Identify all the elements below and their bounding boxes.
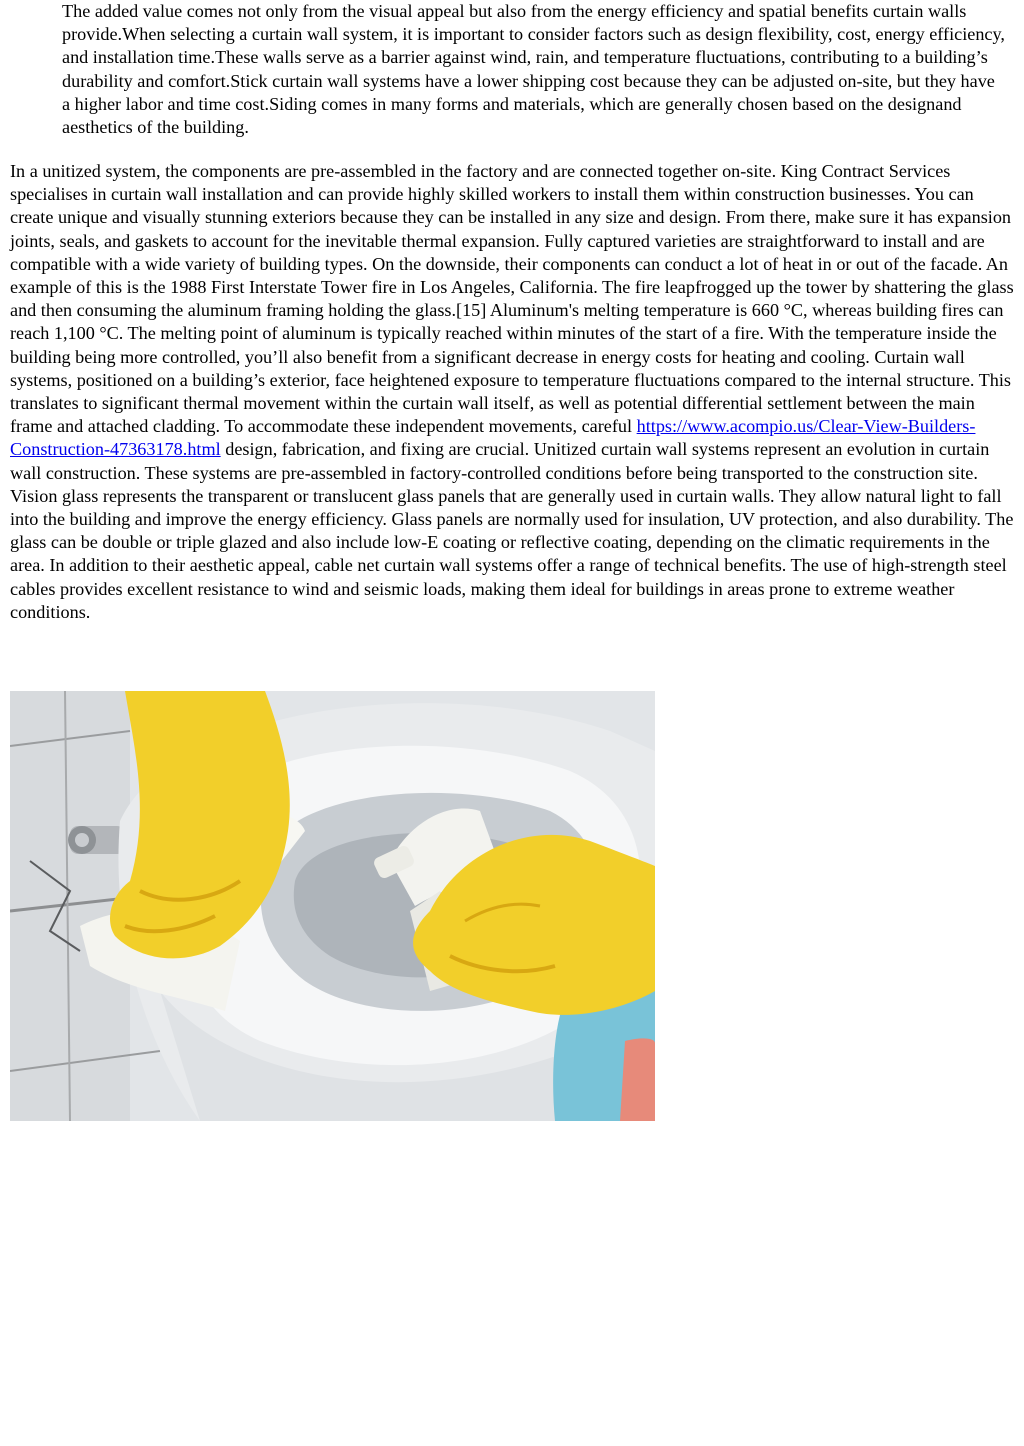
body-paragraph xyxy=(10,160,1014,624)
photo-gloved-hands-cleaning-toilet-seat-icon xyxy=(10,691,655,1121)
article-link[interactable]: https://www.acompio.us/Clear-View-Builders-Construction-47363178.html xyxy=(10,416,976,460)
cleaning-photo xyxy=(10,691,655,1121)
quote-text: The added value comes not only from the visual appeal but also from the energy efficiency and spatial benefits curtain walls provide.When selecting a curtain wall system, it is important to consider factors such as design flexibility, cost, energy efficiency, and installation time.These walls serve as a barrier against wind, rain, and temperature fluctuations, contributing to a building’s durability and comfort.Stick curtain wall systems have a lower shipping cost because they can be adjusted on-site, but they have a higher labor and time cost.Siding comes in many forms and materials, which are generally chosen based on the designand aesthetics of the building. xyxy=(62,1,1005,138)
quote-paragraph xyxy=(62,0,1007,139)
body-text-before-link: In a unitized system, the components are pre-assembled in the factory and are connected together on-site. King Contract Services specialises in curtain wall installation and can provide highly skilled workers to install them within construction businesses. You can create unique and visually stunning exteriors because they can be installed in any size and design. From there, make sure it has expansion joints, seals, and gaskets to account for the inevitable thermal expansion. Fully captured varieties are straightforward to install and are compatible with a wide variety of building types. On the downside, their components can conduct a lot of heat in or out of the facade. An example of this is the 1988 First Interstate Tower fire in Los Angeles, California. The fire leapfrogged up the tower by shattering the glass and then consuming the aluminum framing holding the glass.[15] Aluminum's melting temperature is 660 °C, whereas building fires can reach 1,100 °C. The melting point of aluminum is typically reached within minutes of the start of a fire. With the temperature inside the building being more controlled, you’ll also benefit from a significant decrease in energy costs for heating and cooling. Curtain wall systems, positioned on a building’s exterior, face heightened exposure to temperature fluctuations compared to the internal structure. This translates to significant thermal movement within the curtain wall itself, as well as potential differential settlement between the main frame and attached cladding. To accommodate these independent movements, careful xyxy=(10,161,1014,437)
body-text-after-link: design, fabrication, and fixing are crucial. Unitized curtain wall systems represent an evolution in curtain wall construction. These systems are pre-assembled in factory-controlled conditions before being transported to the construction site. Vision glass represents the transparent or translucent glass panels that are generally used in curtain walls. They allow natural light to fall into the building and improve the energy efficiency. Glass panels are normally used for insulation, UV protection, and also durability. The glass can be double or triple glazed and also include low-E coating or reflective coating, depending on the climatic requirements in the area. In addition to their aesthetic appeal, cable net curtain wall systems offer a range of technical benefits. The use of high-strength steel cables provides excellent resistance to wind and seismic loads, making them ideal for buildings in areas prone to extreme weather conditions. xyxy=(10,439,1014,622)
